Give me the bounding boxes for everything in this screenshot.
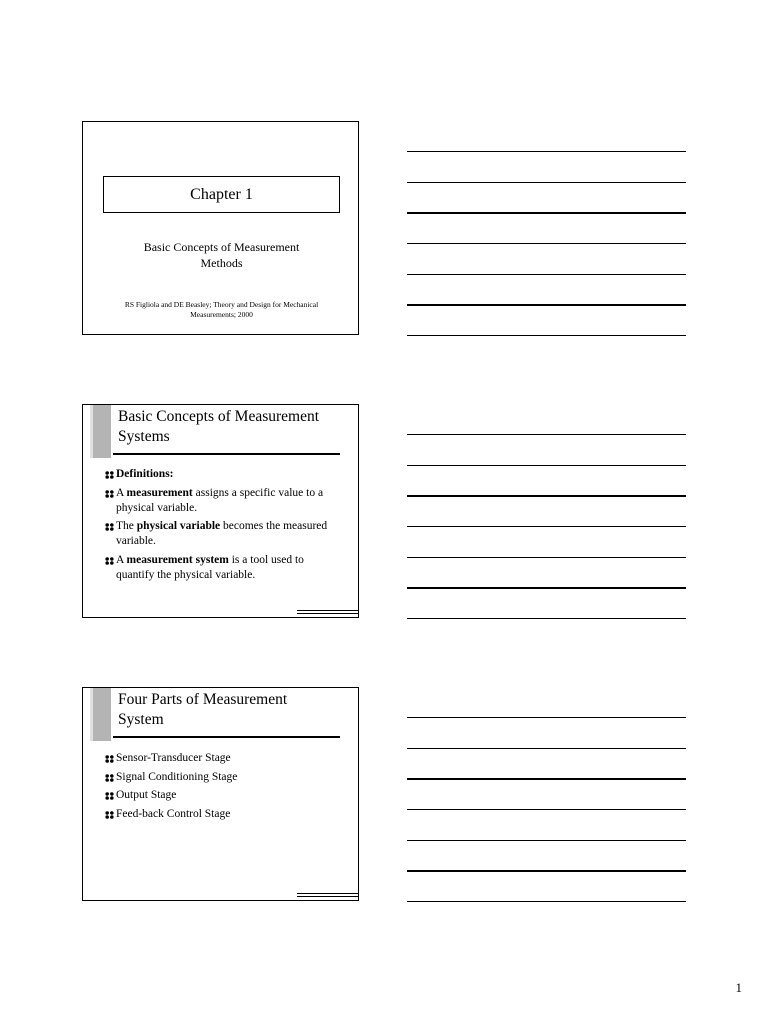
notes-line <box>407 809 686 810</box>
slide-2-bullet-2 <box>105 486 345 516</box>
four-leaf-bullet-icon <box>105 811 114 819</box>
four-leaf-bullet-icon <box>105 490 114 498</box>
notes-line <box>407 212 686 214</box>
slide-2-bullet-2-text-3: assigns a specific value to a physical variable. <box>116 486 324 514</box>
slide-2-bullet-4-text-2: measurement system <box>126 553 229 566</box>
notes-line <box>407 182 686 183</box>
slide-3-footer-rule <box>297 893 359 897</box>
slide-1-credit-line-2: Measurements; 2000 <box>190 310 253 319</box>
slide-1-subtitle-line-1: Basic Concepts of Measurement <box>143 240 300 254</box>
slide-1-credit-line-1: RS Figliola and DE Beasley; Theory and Design for Mechanical <box>124 300 319 309</box>
slide-2-bullet-3-text-3: becomes the measured variable. <box>116 520 328 547</box>
four-leaf-bullet-icon <box>105 755 114 763</box>
slide-3-bullet-4 <box>105 807 345 822</box>
four-leaf-bullet-icon <box>105 523 114 531</box>
slide-2-bullet-4-text-3: is a tool used to quantify the physical variable. <box>116 553 304 581</box>
slide-3-bullet-list <box>105 751 345 825</box>
notes-line <box>407 274 686 275</box>
four-leaf-bullet-icon <box>105 774 114 782</box>
slide-1-subtitle-line-2: Methods <box>200 256 243 270</box>
slide-3-bullet-4-text: Feed-back Control Stage <box>116 807 231 820</box>
notes-line <box>407 618 686 619</box>
notes-line <box>407 557 686 558</box>
page-number: 1 <box>735 980 742 995</box>
slide-1-subtitle <box>103 239 340 271</box>
notes-line <box>407 748 686 749</box>
slide-1 <box>82 121 359 335</box>
slide-3-bullet-1 <box>105 751 345 766</box>
notes-line <box>407 526 686 527</box>
slide-2-bullet-1-text-1: Definitions: <box>116 468 174 480</box>
slide-2-bullet-3-text-2: physical variable <box>136 520 221 532</box>
slide-2-bullet-4 <box>105 553 345 583</box>
slide-2-bullet-2-text-1: A <box>116 486 127 499</box>
slide-2-bullet-3-text-1: The <box>116 520 137 532</box>
slide-3-bullet-2 <box>105 770 345 785</box>
notes-line <box>407 304 686 306</box>
slide-2 <box>82 404 359 618</box>
slide-2-title-line-1: Basic Concepts of Measurement <box>118 408 320 425</box>
slide-3-title-line-2: System <box>118 711 164 728</box>
notes-line <box>407 840 686 841</box>
slide-2-bullet-list <box>105 467 345 586</box>
slide-2-footer-rule <box>297 610 359 614</box>
slide-3-bullet-3-text: Output Stage <box>116 789 177 801</box>
slide-2-title <box>118 407 354 447</box>
notes-line <box>407 434 686 435</box>
slide-2-title-line-2: Systems <box>118 428 170 445</box>
slide-2-bullet-2-text-2: measurement <box>126 486 193 499</box>
slide-1-credit <box>93 300 350 320</box>
notes-line <box>407 151 686 152</box>
four-leaf-bullet-icon <box>105 471 114 479</box>
slide-3-heading-rule <box>113 736 340 738</box>
slide-1-title: Chapter 1 <box>190 185 253 203</box>
slide-3-bullet-1-text: Sensor-Transducer Stage <box>116 752 231 764</box>
notes-line <box>407 587 686 589</box>
notes-line <box>407 243 686 244</box>
slide-2-bullet-4-text-1: A <box>116 553 127 566</box>
slide-3-bullet-2-text: Signal Conditioning Stage <box>116 770 238 783</box>
slide-2-bullet-3 <box>105 519 345 549</box>
four-leaf-bullet-icon <box>105 557 114 565</box>
notes-line <box>407 465 686 466</box>
notes-line <box>407 717 686 718</box>
slide-3-title-line-1: Four Parts of Measurement <box>118 691 288 708</box>
slide-3-bullet-3 <box>105 788 345 803</box>
four-leaf-bullet-icon <box>105 792 114 800</box>
slide-2-bullet-1 <box>105 467 345 482</box>
notes-line <box>407 335 686 336</box>
slide-3 <box>82 687 359 901</box>
notes-line <box>407 901 686 902</box>
slide-1-title-box <box>103 176 340 213</box>
notes-line <box>407 495 686 497</box>
slide-3-title-bar <box>90 688 111 741</box>
slide-2-title-bar <box>90 405 111 458</box>
notes-line <box>407 870 686 872</box>
slide-2-heading-rule <box>113 453 340 455</box>
notes-line <box>407 778 686 780</box>
slide-3-title <box>118 690 354 730</box>
